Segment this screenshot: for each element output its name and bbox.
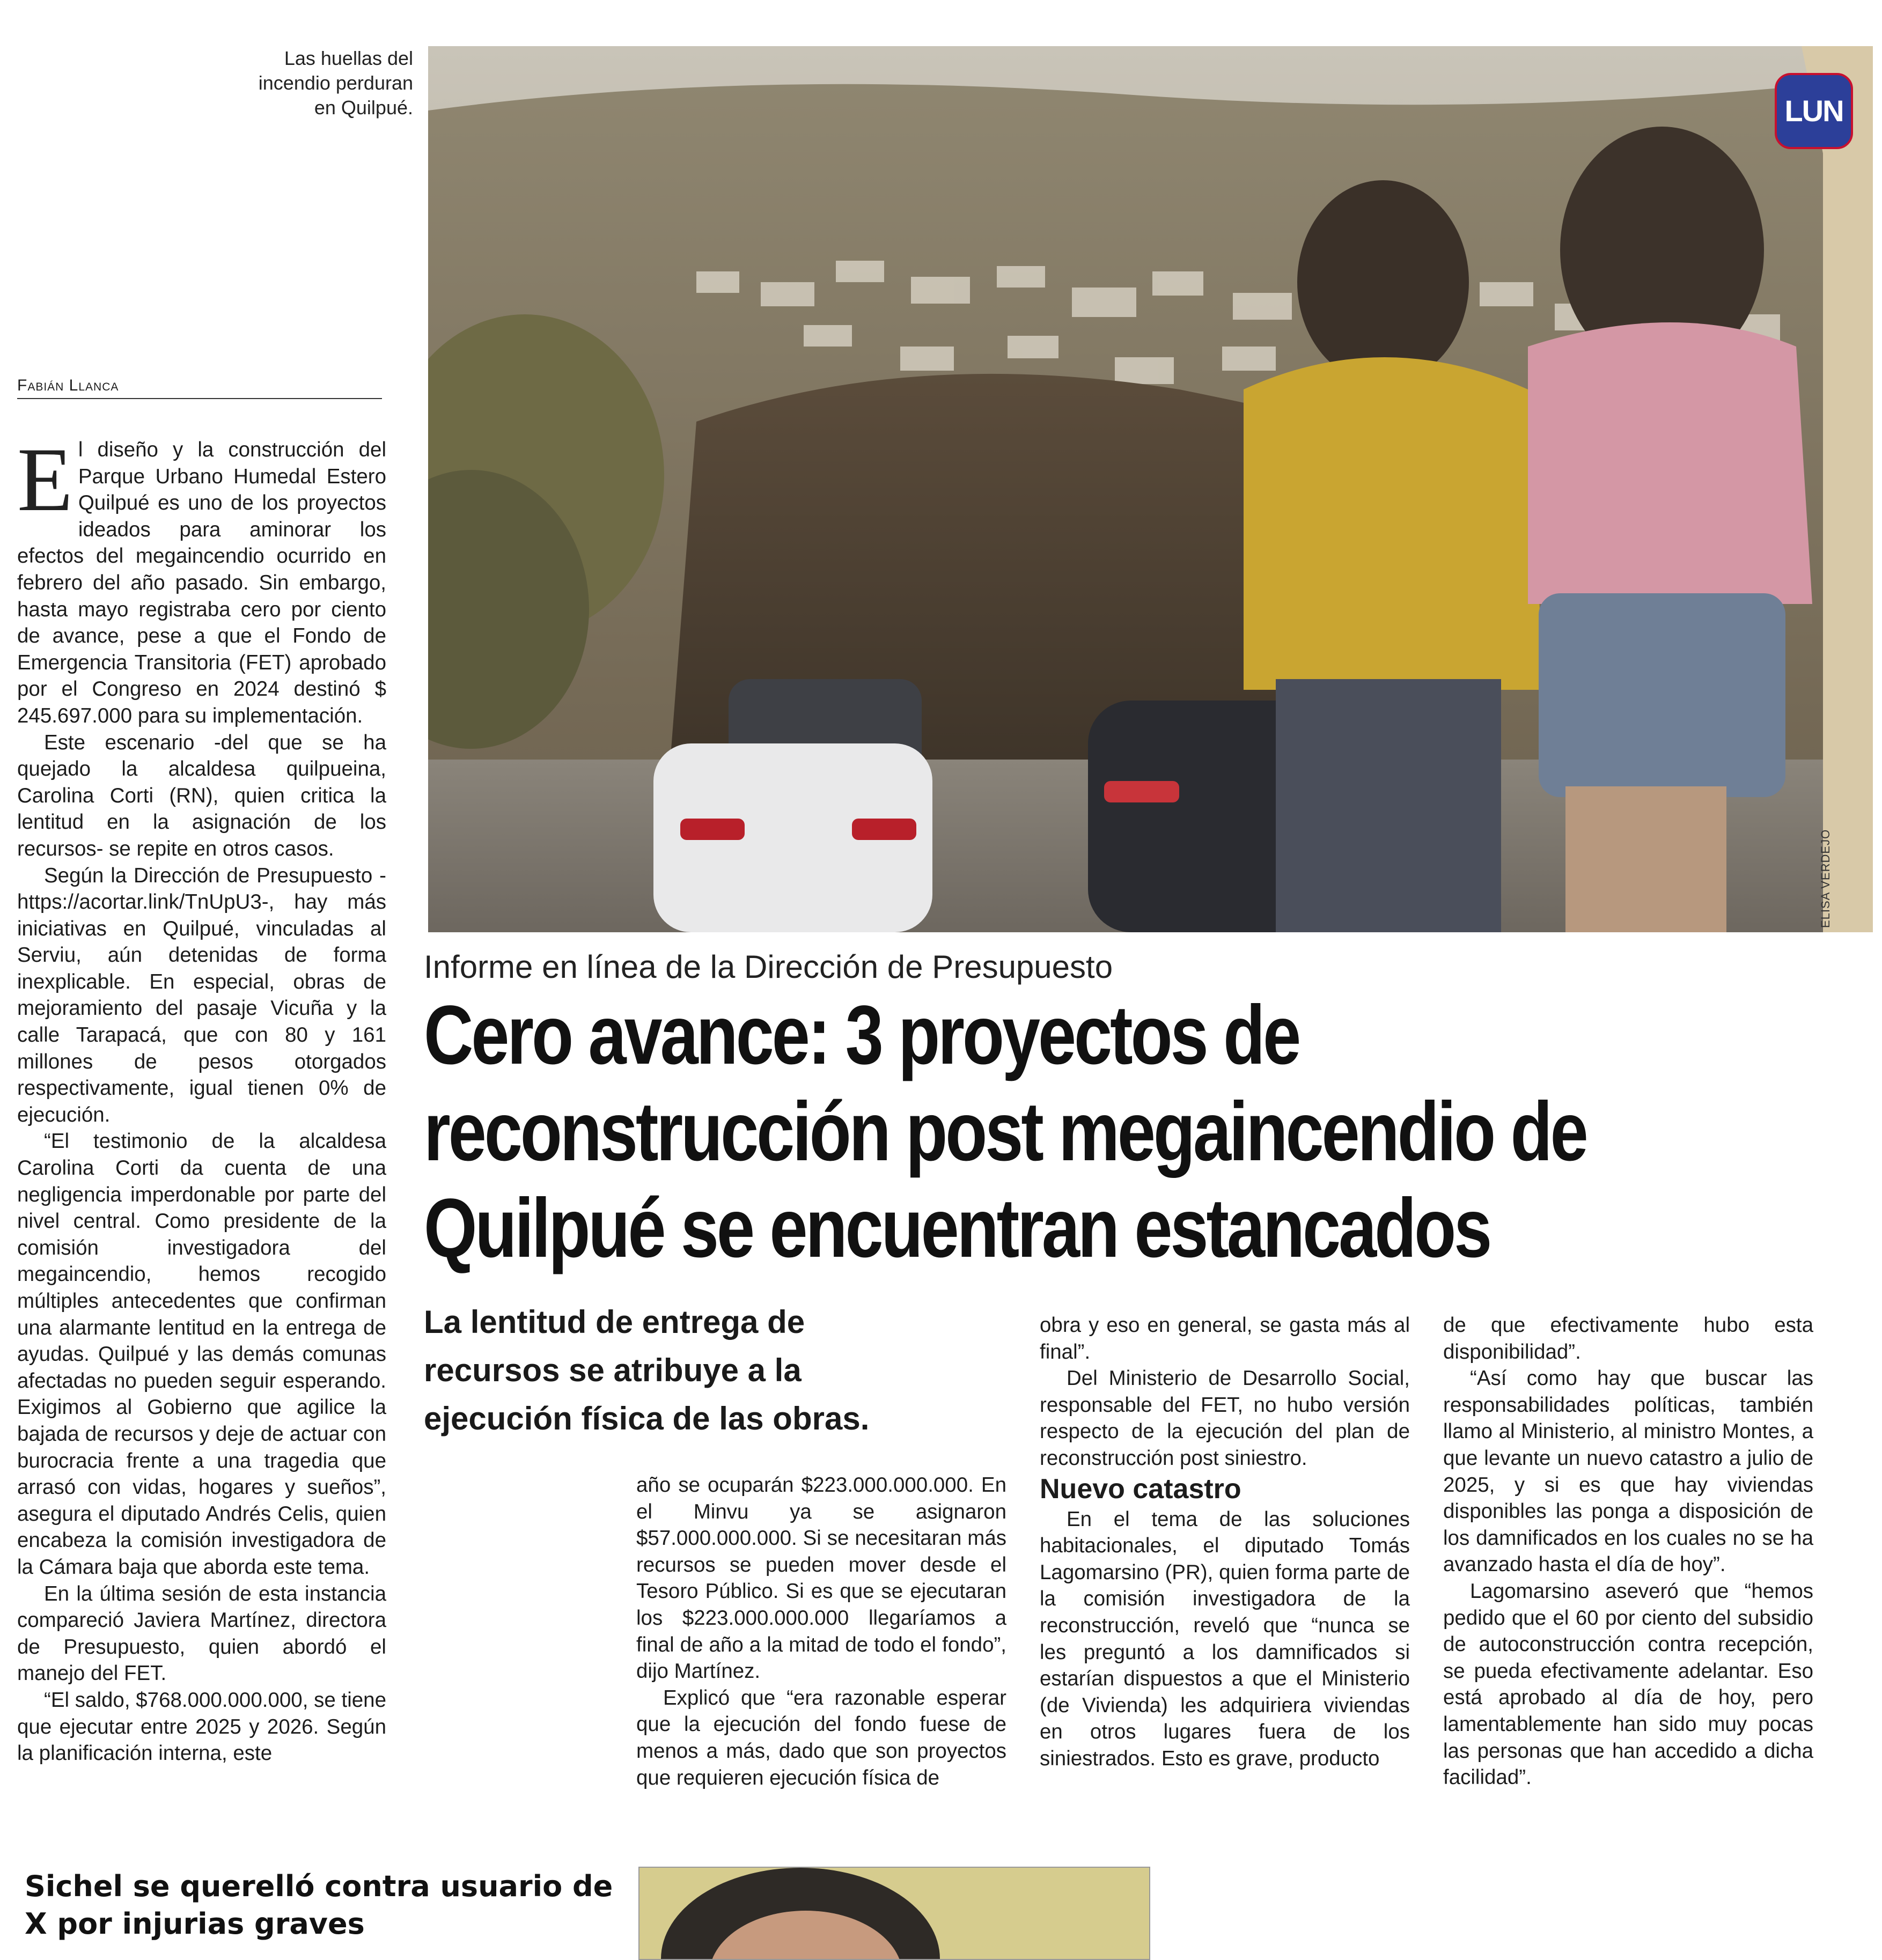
article-paragraph: En el tema de las soluciones habitacionales, el diputado Tomás Lagomarsino (PR), quien forma parte de la comisión investigadora de la reconstrucción, reveló que “nunca se les preguntó a los damnificados si estarían dispuestos a que el Ministerio (de Vivienda) les adquiriera viviendas en otros lugares fuera de los siniestrados. Esto es grave, producto [1040,1507,1410,1770]
teaser-headline: Sichel se querelló contra usuario de X por injurias graves [25,1869,613,1941]
main-photo [428,46,1873,932]
photo-caption: Las huellas del incendio perduran en Quilpué. [258,47,413,119]
article-paragraph: “El saldo, $768.000.000.000, se tiene que ejecutar entre 2025 y 2026. Según la planificación interna, este [17,1688,386,1765]
article-deck: La lentitud de entrega de recursos se atribuye a la ejecución física de las obras. [424,1304,870,1436]
photo-credit: ELISA VERDEJO [1819,829,1832,928]
portrait-illustration [639,1868,1149,1959]
article-column-4 [1443,1312,1813,1791]
article-paragraph: Lagomarsino aseveró que “hemos pedido que el 60 por ciento del subsidio de autoconstrucción contra recepción, se pueda efectivamente adelantar. Eso está aprobado al día de hoy, pero lamentablemente han sido muy pocas las personas que han accedido a dicha facilidad”. [1443,1579,1813,1789]
article-paragraph: “Así como hay que buscar las responsabilidades políticas, también llamo al Ministerio, al ministro Montes, a que levante un nuevo catastro a julio de 2025, y si es que hay viviendas disponibles las ponga a disposición de los damnificados en los cuales no se ha avanzado hasta el día de hoy”. [1443,1367,1813,1576]
teaser-photo [638,1867,1150,1960]
article-headline: Cero avance: 3 proyectos de reconstrucción post megaincendio de Quilpué se encuentran estancados [424,989,1586,1275]
byline [17,377,382,399]
lun-logo: LUN [1775,73,1853,149]
article-paragraph: de que efectivamente hubo esta disponibilidad”. [1443,1314,1813,1364]
article-paragraph: El diseño y la construcción del Parque Urbano Humedal Estero Quilpué es uno de los proyectos ideados para aminorar los efectos del megaincendio ocurrido en febrero del año pasado. Sin embargo, hasta mayo registraba cero por ciento de avance, pese a que el Fondo de Emergencia Transitoria (FET) aprobado por el Congreso en 2024 destinó $ 245.697.000 para su implementación. [17,429,386,727]
drop-cap: E [17,429,73,530]
article-column-2 [636,1472,1006,1791]
article-paragraph: Explicó que “era razonable esperar que la ejecución del fondo fuese de menos a más, dado que son proyectos que requieren ejecución física de [636,1686,1006,1789]
hillside-fire-scene-illustration [428,46,1873,932]
article-paragraph: En la última sesión de esta instancia compareció Javiera Martínez, directora de Presupuesto, quien abordó el manejo del FET. [17,1582,386,1685]
article-kicker: Informe en línea de la Dirección de Presupuesto [424,949,1113,985]
article-paragraph: año se ocuparán $223.000.000.000. En el Minvu ya se asignaron $57.000.000.000. Si se necesitaran más recursos se pueden mover desde el Tesoro Público. Si es que se ejecutaran los $223.000.000.000 llegaríamos a final de año a la mitad de todo el fondo”, dijo Martínez. [636,1473,1006,1683]
article-column-1 [17,429,386,1767]
article-paragraph: Según la Dirección de Presupuesto -https://acortar.link/TnUpU3-, hay más iniciativas en Quilpué, vinculadas al Serviu, aún detenidas de forma inexplicable. En especial, obras de mejoramiento del pasaje Vicuña y la calle Tarapacá, que con 80 y 161 millones de pesos otorgados respectivamente, igual tienen 0% de ejecución. [17,864,386,1126]
article-paragraph: obra y eso en general, se gasta más al final”. [1040,1314,1410,1364]
article-subhead: Nuevo catastro [1040,1473,1241,1505]
byline-name: Fabián Llanca [17,377,119,394]
article-paragraph: Este escenario -del que se ha quejado la alcaldesa quilpueina, Carolina Corti (RN), quien critica la lentitud en la asignación de los recursos- se repite en otros casos. [17,731,386,860]
article-paragraph: “El testimonio de la alcaldesa Carolina Corti da cuenta de una negligencia imperdonable por parte del nivel central. Como presidente de la comisión investigadora del megaincendio, hemos recogido múltiples antecedentes que confirman una alarmante lentitud en la entrega de ayudas. Quilpué y las demás comunas afectadas no pueden seguir esperando. Exigimos al Gobierno que agilice la bajada de recursos y deje de actuar con burocracia frente a una tragedia que arrasó con vidas, hogares y sueños”, asegura el diputado Andrés Celis, quien encabeza la comisión investigadora de la Cámara baja que aborda este tema. [17,1130,386,1579]
article-paragraph: Del Ministerio de Desarrollo Social, responsable del FET, no hubo versión respecto de la ejecución del plan de reconstrucción post siniestro. [1040,1367,1410,1470]
article-column-3 [1040,1312,1410,1772]
